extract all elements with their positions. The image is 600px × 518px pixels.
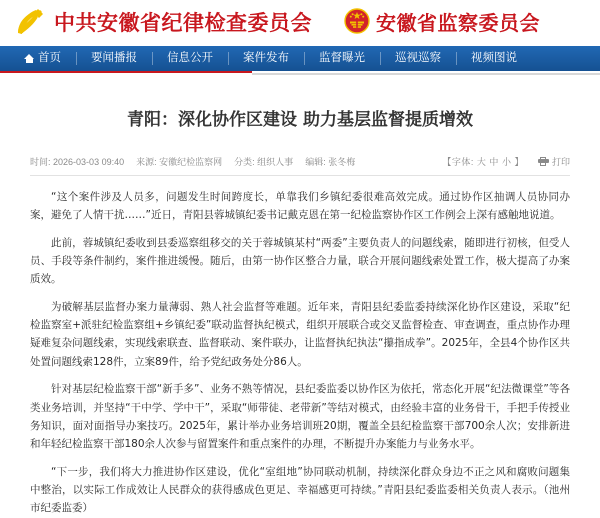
printer-icon <box>538 157 549 166</box>
home-icon <box>24 54 34 64</box>
nav-item-news-broadcast[interactable] <box>76 46 152 71</box>
meta-time-value: 2026-03-03 09:40 <box>53 156 125 167</box>
nav-item-label: 要闻播报 <box>91 52 137 64</box>
font-size-suffix: 】 <box>514 156 524 167</box>
meta-editor <box>305 155 355 168</box>
article-paragraph: 此前，蓉城镇纪委收到县委巡察组移交的关于蓉城镇某村“两委”主要负责人的问题线索，随即进行初核，但受人员、手段等条件制约，案件推进缓慢。随后，由第一协作区整合力量，联合开展问题线索处置工作，极大提高了办案质效。 <box>30 236 570 286</box>
nav-item-label: 视频图说 <box>471 52 517 64</box>
font-size-small-button[interactable]: 小 <box>501 156 512 167</box>
meta-source <box>136 155 222 168</box>
nav-item-video-gallery[interactable] <box>456 46 532 71</box>
nav-active-underline <box>0 71 252 73</box>
article-paragraph: “这个案件涉及人员多，问题发生时间跨度长，单靠我们乡镇纪委很难高效完成。通过协作区抽调人员协同办案，避免了人情干扰……”近日，青阳县蓉城镇纪委书记戴克恩在第一纪检监察协作区工作例会上深有感触地说道。 <box>30 190 570 222</box>
article-paragraph: “下一步，我们将大力推进协作区建设，优化“室组地”协同联动机制，持续深化群众身边不正之风和腐败问题集中整治，以实际工作成效让人民群众的获得感成色更足、幸福感更可持续。”青阳县纪委监委相关负责人表示。（池州市纪委监委） <box>30 465 570 515</box>
meta-source-value[interactable]: 安徽纪检监察网 <box>159 156 223 167</box>
party-brand[interactable] <box>14 6 312 41</box>
meta-time <box>30 155 124 168</box>
font-size-medium-button[interactable]: 中 <box>489 156 499 167</box>
main-navigation <box>0 46 600 71</box>
nav-item-case-release[interactable] <box>228 46 304 71</box>
nav-item-label: 监督曝光 <box>319 52 365 64</box>
nav-item-label: 案件发布 <box>243 52 289 64</box>
font-size-control <box>442 155 524 168</box>
site-masthead <box>0 0 600 46</box>
article-meta-left <box>30 155 355 168</box>
article-container <box>0 109 600 518</box>
party-title: 中共安徽省纪律检查委员会 <box>54 10 312 35</box>
nav-item-information-disclosure[interactable] <box>152 46 228 71</box>
nav-item-supervision-exposure[interactable] <box>304 46 380 71</box>
national-emblem-icon <box>344 8 370 39</box>
supervision-brand[interactable] <box>344 8 540 39</box>
print-label: 打印 <box>551 156 570 167</box>
article-body <box>30 188 570 518</box>
font-size-prefix: 【字体: <box>442 156 474 167</box>
meta-editor-value: 张冬梅 <box>328 156 356 167</box>
meta-category <box>234 155 293 168</box>
nav-item-home[interactable] <box>0 46 76 71</box>
article-meta-right <box>442 155 570 168</box>
article-meta-bar <box>30 155 570 176</box>
nav-item-inspection-tour[interactable] <box>380 46 456 71</box>
nav-item-label: 巡视巡察 <box>395 52 441 64</box>
nav-item-label: 首页 <box>38 52 61 64</box>
meta-source-label: 来源: <box>136 156 157 167</box>
nav-underline <box>0 71 600 73</box>
supervision-title: 安徽省监察委员会 <box>376 11 540 35</box>
meta-category-value[interactable]: 组织人事 <box>257 156 294 167</box>
nav-item-label: 信息公开 <box>167 52 213 64</box>
nav-underline-remainder <box>252 73 600 75</box>
meta-category-label: 分类: <box>234 156 255 167</box>
article-paragraph: 为破解基层监督办案力量薄弱、熟人社会监督等难题。近年来，青阳县纪委监委持续深化协作区建设，采取“纪检监察室+派驻纪检监察组+乡镇纪委”联动监督执纪模式，组织开展联合或交叉监督检查、审查调查，重点协作办理疑难复杂问题线索，实现线索联查、监督联动、案件联办，让监督执纪执法“攥指成拳”。2025年，全县4个协作区共处置问题线索128件，立案89件，给予党纪政务处分86人。 <box>30 300 570 368</box>
font-size-large-button[interactable]: 大 <box>476 156 487 167</box>
meta-time-label: 时间: <box>30 156 51 167</box>
meta-editor-label: 编辑: <box>305 156 326 167</box>
print-button[interactable] <box>538 155 570 168</box>
article-paragraph: 针对基层纪检监察干部“新手多”、业务不熟等情况，县纪委监委以协作区为依托，常态化开展“纪法微课堂”等各类业务培训，并坚持“干中学、学中干”，采取“师带徒、老带新”等结对模式，由经验丰富的业务骨干，手把手传授业务知识，面对面指导办案技巧。2025年，累计举办业务培训班20期，覆盖全县纪检监察干部700余人次；安排新进和年轻纪检监察干部180余人次参与留置案件和重点案件的办理，不断提升办案能力与业务水平。 <box>30 383 570 451</box>
page-title: 青阳：深化协作区建设 助力基层监督提质增效 <box>127 110 473 130</box>
hammer-sickle-icon <box>14 6 48 41</box>
